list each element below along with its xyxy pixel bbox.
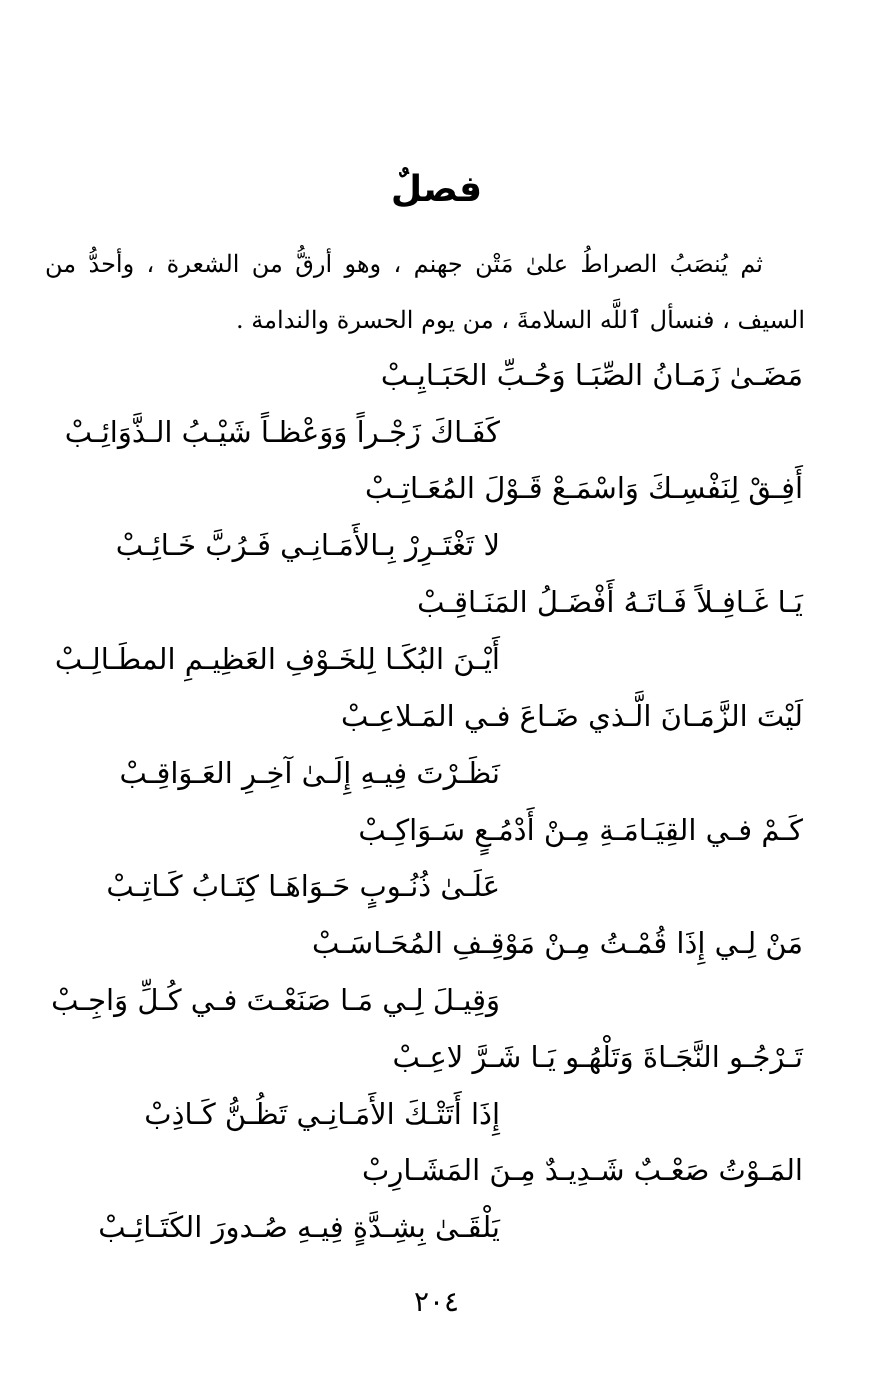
verse-line: أَفِـقْ لِنَفْسِـكَ وَاسْمَـعْ قَـوْلَ المُعَـاتِـبْ [364, 471, 803, 505]
verse-line: أَيْـنَ البُكَـا لِلخَـوْفِ العَظِيـمِ المطَـالِـبْ [54, 642, 500, 676]
verse-line: مَضَـىٰ زَمَـانُ الصِّبَـا وَحُـبِّ الحَبَـايِـبْ [380, 358, 803, 392]
verse-line: كَفَـاكَ زَجْـراً وَوَعْظـاً شَيْـبُ الـذَّوَائِـبْ [64, 415, 500, 449]
verse-line: لا تَغْتَـرِرْ بِـالأَمَـانِـي فَـرُبَّ خَـائِـبْ [115, 528, 500, 562]
intro-paragraph: ثم يُنصَبُ الصراطُ علىٰ مَتْن جهنم ، وهو أرقُّ من الشعرة ، وأحدُّ من السيف ، فنسأل ٱللَّه السلامةَ ، من يوم الحسرة والندامة . [45, 250, 805, 334]
verse-line: يَـا غَـافِـلاً فَـاتَـهُ أَفْضَـلُ المَنَـاقِـبْ [417, 585, 803, 619]
intro-paragraph-block [45, 236, 805, 348]
verse-line: عَلَـىٰ ذُنُـوبٍ حَـوَاهَـا كِتَـابُ كَـاتِـبْ [106, 869, 500, 903]
verse-line: وَقِيـلَ لِـي مَـا صَنَعْـتَ فـي كُـلِّ وَاجِـبْ [51, 983, 500, 1017]
verse-line: كَـمْ فـي القِيَـامَـةِ مِـنْ أَدْمُـعٍ سَـوَاكِـبْ [358, 813, 803, 847]
verse-line: المَـوْتُ صَعْـبٌ شَـدِيـدٌ مِـنَ المَشَـارِبْ [362, 1153, 803, 1187]
verse-line: يَلْقَـىٰ بِشِـدَّةٍ فِيـهِ صُـدورَ الكَتَـائِـبْ [98, 1210, 500, 1244]
page-number: ٢٠٤ [413, 1285, 460, 1318]
verse-line: لَيْتَ الزَّمَـانَ الَّـذي ضَـاعَ فـي المَـلاعِـبْ [340, 699, 803, 733]
verse-line: تَـرْجُـو النَّجَـاةَ وَتَلْهُـو يَـا شَـرَّ لاعِـبْ [392, 1040, 803, 1074]
section-heading: فصلٌ [390, 169, 483, 210]
verse-line: نَظَـرْتَ فِيـهِ إِلَـىٰ آخِـرِ العَـوَاقِـبْ [119, 756, 500, 790]
verse-line: إِذَا أَتَتْـكَ الأَمَـانِـي تَظُـنُّ كَـاذِبْ [144, 1097, 500, 1131]
verse-line: مَنْ لِـي إِذَا قُمْـتُ مِـنْ مَوْقِـفِ المُحَـاسَـبْ [311, 926, 803, 960]
